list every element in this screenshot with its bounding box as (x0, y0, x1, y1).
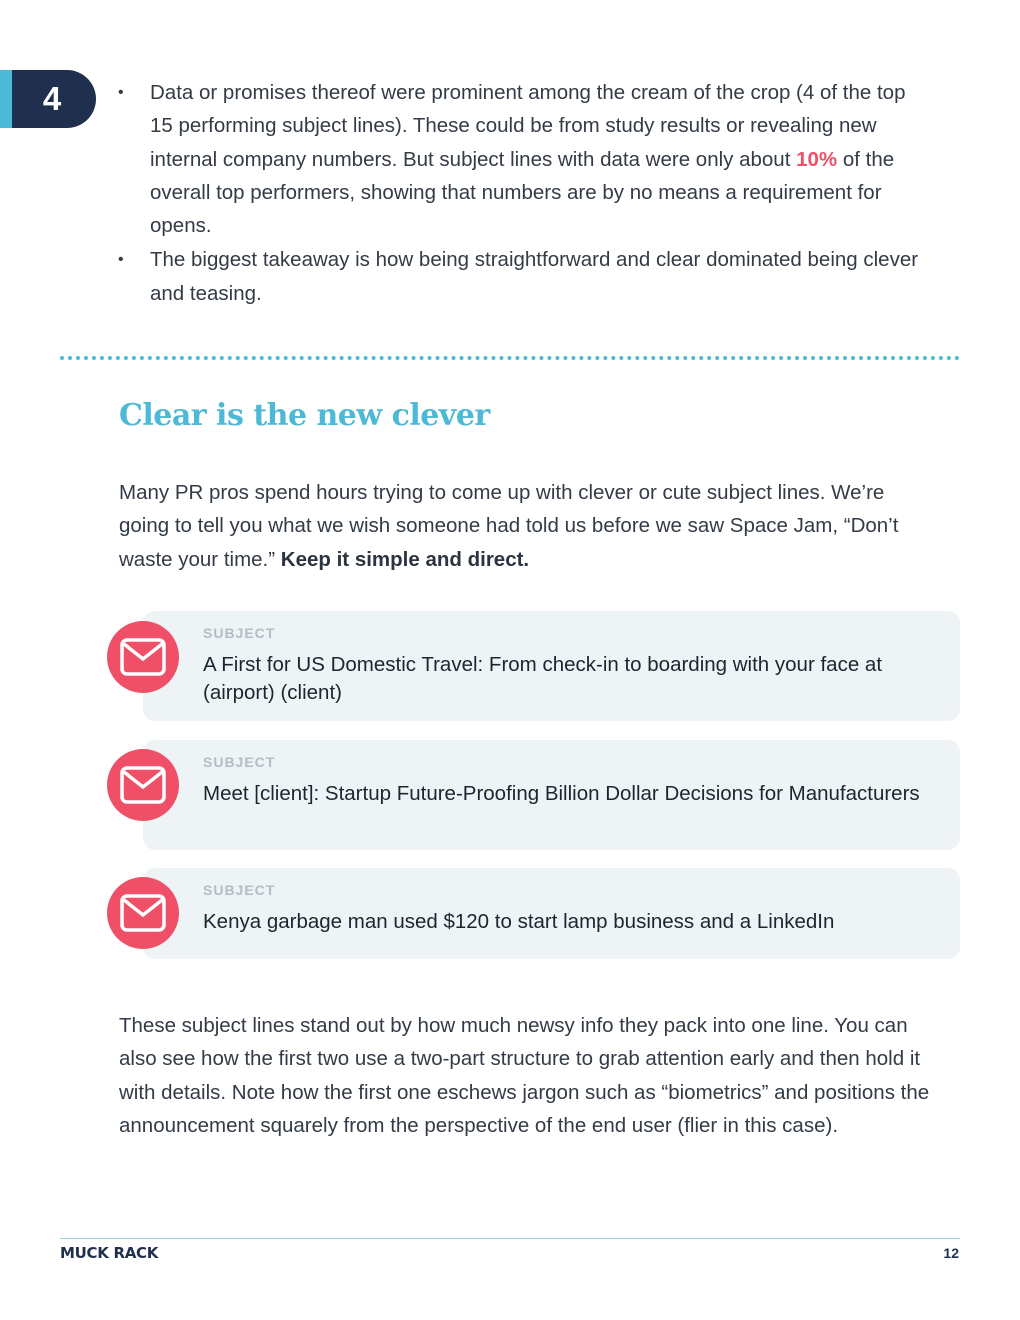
chapter-tab-stripe (0, 70, 12, 128)
bullet-item (118, 76, 928, 242)
subject-example-card (143, 611, 960, 721)
subject-line-text: A First for US Domestic Travel: From check-in to boarding with your face at (airport) (client) (203, 653, 883, 704)
envelope-icon (107, 621, 179, 693)
bullet-icon: • (118, 251, 124, 269)
takeaway-bullet-list (118, 76, 928, 311)
section-title: Clear is the new clever (119, 398, 490, 433)
chapter-tab (0, 70, 96, 128)
subject-label: SUBJECT (203, 625, 276, 641)
envelope-icon (107, 877, 179, 949)
page-number: 12 (943, 1245, 959, 1261)
subject-example-card (143, 740, 960, 850)
subject-example-card (143, 868, 960, 959)
closing-paragraph: These subject lines stand out by how much newsy info they pack into one line. You can also see how the first two use a two-part structure to grab attention early and then hold it with details. Note how the first one eschews jargon such as “biometrics” and positions the announcement squarely from the perspective of the end user (flier in this case). (119, 1014, 930, 1137)
bullet-text-start: Data or promises thereof were prominent among the cream of the crop (4 of the top 15 performing subject lines). These could be from study results or revealing new internal company numbers. But subject lines with data were only about (150, 81, 906, 171)
bullet-icon: • (118, 84, 124, 101)
brand-logo: MUCK RACK (60, 1244, 159, 1262)
highlight-stat: 10% (796, 147, 838, 171)
subject-label: SUBJECT (203, 754, 276, 770)
subject-line-text: Meet [client]: Startup Future-Proofing Billion Dollar Decisions for Manufacturers (203, 782, 920, 805)
bullet-text-end: of the overall top performers, showing that numbers are by no means a requirement for opens. (150, 147, 895, 238)
chapter-number: 4 (42, 80, 62, 117)
bullet-text: The biggest takeaway is how being straightforward and clear dominated being clever and teasing. (150, 248, 919, 305)
dotted-divider (60, 356, 960, 360)
section-intro (119, 476, 939, 576)
subject-label: SUBJECT (203, 882, 276, 898)
envelope-icon (107, 749, 179, 821)
subject-line-text: Kenya garbage man used $120 to start lamp business and a LinkedIn (203, 910, 835, 933)
bullet-item (118, 243, 928, 310)
intro-emphasis: Keep it simple and direct. (280, 547, 530, 571)
intro-text: Many PR pros spend hours trying to come up with clever or cute subject lines. We’re going to tell you what we wish someone had told us before we saw Space Jam, “Don’t waste your time.” (119, 481, 899, 571)
footer-rule (60, 1238, 960, 1239)
